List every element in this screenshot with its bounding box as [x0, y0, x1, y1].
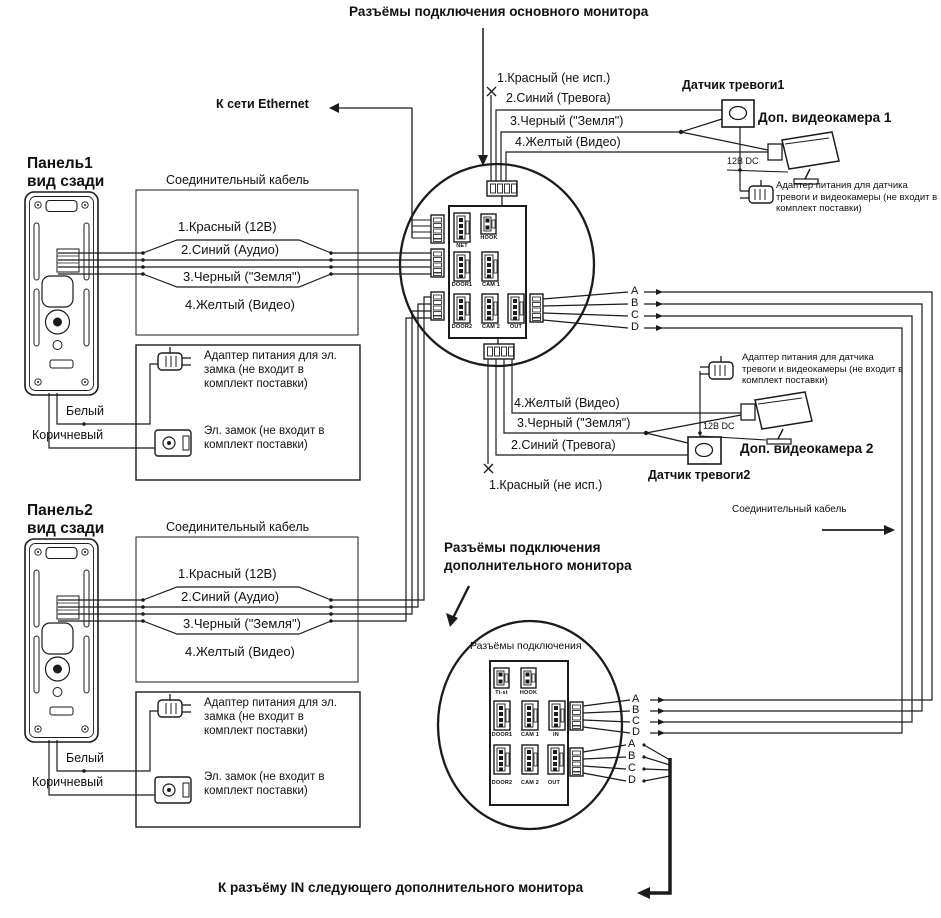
panel1-name-line2: вид сзади [27, 173, 105, 190]
main-monitor-title: Разъёмы подключения основного монитора [349, 4, 649, 19]
main-hook-label: HOOK [480, 235, 498, 241]
bus-label-d-in: D [632, 726, 640, 738]
main-net-connector [454, 213, 470, 242]
panel2-wire-label-4: 4.Желтый (Видео) [185, 644, 295, 659]
door-panel-2 [25, 539, 98, 742]
bus-label-b-main: B [631, 297, 639, 309]
alarm-sensor-2-box [688, 437, 721, 464]
main-door2-connector [454, 294, 470, 323]
bus-label-c-out: C [628, 762, 636, 774]
panel1-name-line1: Панель1 [27, 155, 93, 172]
panel1-wire-label-2: 2.Синий (Аудио) [181, 242, 280, 257]
main-out-label: OUT [509, 324, 523, 330]
main-out-plug [530, 294, 543, 322]
panel2-wire-label-3: 3.Черный ("Земля") [183, 616, 301, 631]
door-panel-1 [25, 192, 98, 395]
main-door2-plug [431, 292, 444, 320]
top-wire-label-2: 2.Синий (Тревога) [506, 91, 611, 105]
main-cam2-label: CAM 2 [481, 324, 501, 330]
panel2-cable-box [136, 537, 358, 682]
add-cam2-connector [522, 745, 538, 774]
add-out-label: OUT [547, 780, 561, 786]
lock-adapter-2-note: Адаптер питания для эл. замка (не входит в комплект поставки) [204, 697, 337, 738]
add-in-connector [549, 701, 565, 730]
panel2-name-line1: Панель2 [27, 502, 93, 519]
top-wire-label-1: 1.Красный (не исп.) [497, 71, 611, 85]
lock-adapter-1-note: Адаптер питания для эл. замка (не входит в комплект поставки) [204, 350, 337, 391]
lock-adapter-1-icon [158, 347, 191, 370]
panel1-cable-title: Соединительный кабель [166, 173, 310, 187]
add-hook-label: HOOK [519, 690, 538, 696]
door-lock-1-note: Эл. замок (не входит в комплект поставки) [204, 425, 325, 452]
top-wire-label-4: 4.Желтый (Видео) [515, 135, 621, 149]
panel2-wire-label-1: 1.Красный (12В) [178, 566, 277, 581]
panel2-wire-label-2: 2.Синий (Аудио) [181, 589, 280, 604]
add-cam2-label: CAM 2 [520, 780, 540, 786]
bottom-wire-label-2: 2.Синий (Тревога) [511, 438, 616, 452]
camera-1-label: Доп. видеокамера 1 [758, 110, 892, 125]
alarm-sensor-1-symbol [730, 107, 747, 120]
bus-label-c-in: C [632, 715, 640, 727]
bus-label-d-main: D [631, 321, 639, 333]
add-door2-label: DOOR2 [491, 780, 513, 786]
top-wire-label-3: 3.Черный ("Земля") [510, 114, 624, 128]
add-in-plug [570, 702, 583, 730]
main-door1-plug [431, 249, 444, 277]
panel2-name-line2: вид сзади [27, 520, 105, 537]
main-hook-connector [481, 214, 496, 234]
add-door1-label: DOOR1 [491, 732, 513, 738]
panel2-white-wire-label: Белый [66, 751, 105, 765]
add-cam1-connector [522, 701, 538, 730]
add-tist-label: Ti-st [495, 690, 508, 696]
bus-label-a-out: A [628, 738, 636, 750]
bus-label-d-out: D [628, 774, 636, 786]
next-monitor-arrowhead [637, 887, 650, 899]
panel1-white-wire-label: Белый [66, 404, 105, 418]
main-cam1-connector [482, 252, 498, 281]
alarm-sensor-2-label: Датчик тревоги2 [648, 468, 751, 482]
panel1-wire-label-3: 3.Черный ("Земля") [183, 269, 301, 284]
camera-2-icon [741, 392, 812, 444]
main-cam1-label: CAM 1 [481, 282, 501, 288]
main-net-plug [431, 215, 444, 243]
main-net-label: NET [456, 243, 468, 249]
bottom-note: К разъёму IN следующего дополнительного монитора [218, 880, 584, 895]
camera-2-label: Доп. видеокамера 2 [740, 441, 874, 456]
add-in-label: IN [553, 732, 559, 738]
alarm-adapter-1-icon [740, 180, 773, 203]
main-door1-connector [454, 252, 470, 281]
door-lock-2-icon [155, 777, 191, 803]
additional-title-arrowhead [446, 613, 458, 627]
add-out-plug [570, 748, 583, 776]
bus-label-a-main: A [631, 285, 639, 297]
bus-label-b-in: B [632, 704, 640, 716]
panel1-cable-box [136, 190, 358, 335]
cable-right-arrowhead [884, 525, 895, 535]
add-hook-connector [521, 668, 536, 688]
additional-inner-label: Разъёмы подключения [470, 640, 582, 652]
alarm-adapter-1-note: Адаптер питания для датчика тревоги и видеокамеры (не входит в комплект поставки) [776, 180, 938, 215]
door-lock-1-icon [155, 430, 191, 456]
alarm-sensor-2-symbol [696, 444, 713, 457]
bus-label-c-main: C [631, 309, 639, 321]
ethernet-label: К сети Ethernet [216, 97, 309, 111]
bus-label-b-out: B [628, 750, 636, 762]
alarm-sensor-1-box [722, 100, 754, 127]
additional-title-line1: Разъёмы подключения [444, 540, 601, 555]
bottom-wire-label-4: 4.Желтый (Видео) [514, 396, 620, 410]
panel1-wire-label-4: 4.Желтый (Видео) [185, 297, 295, 312]
main-out-connector [508, 294, 524, 323]
add-cam1-label: CAM 1 [520, 732, 540, 738]
panel1-brown-wire-label: Коричневый [32, 428, 104, 442]
main-door2-label: DOOR2 [451, 324, 473, 330]
add-door2-connector [494, 745, 510, 774]
alarm-adapter-2-note: Адаптер питания для датчика тревоги и видеокамеры (не входит в комплект поставки) [742, 352, 904, 387]
add-tist-connector [494, 668, 509, 688]
door-lock-2-note: Эл. замок (не входит в комплект поставки) [204, 771, 325, 798]
add-door1-connector [494, 701, 510, 730]
cable-right-label: Соединительный кабель [732, 504, 847, 515]
main-top-plug [487, 181, 517, 196]
add-out-connector [548, 745, 564, 774]
alarm-sensor-1-label: Датчик тревоги1 [682, 78, 785, 92]
bottom-wire-label-1: 1.Красный (не исп.) [489, 478, 603, 492]
main-bottom-plug [484, 344, 514, 359]
panel2-cable-title: Соединительный кабель [166, 520, 310, 534]
bottom-wire-label-3: 3.Черный ("Земля") [517, 416, 631, 430]
panel2-brown-wire-label: Коричневый [32, 775, 104, 789]
power-12v-2-label: 12В DC [703, 421, 735, 431]
panel1-wire-label-1: 1.Красный (12В) [178, 219, 277, 234]
main-cam2-connector [482, 294, 498, 323]
alarm-adapter-2-icon [700, 356, 733, 379]
bus-label-a-in: A [632, 693, 640, 705]
power-12v-1-label: 12В DC [727, 156, 759, 166]
lock-adapter-2-icon [158, 694, 191, 717]
main-door1-label: DOOR1 [451, 282, 473, 288]
additional-title-line2: дополнительного монитора [444, 558, 632, 573]
camera-1-icon [768, 132, 839, 184]
